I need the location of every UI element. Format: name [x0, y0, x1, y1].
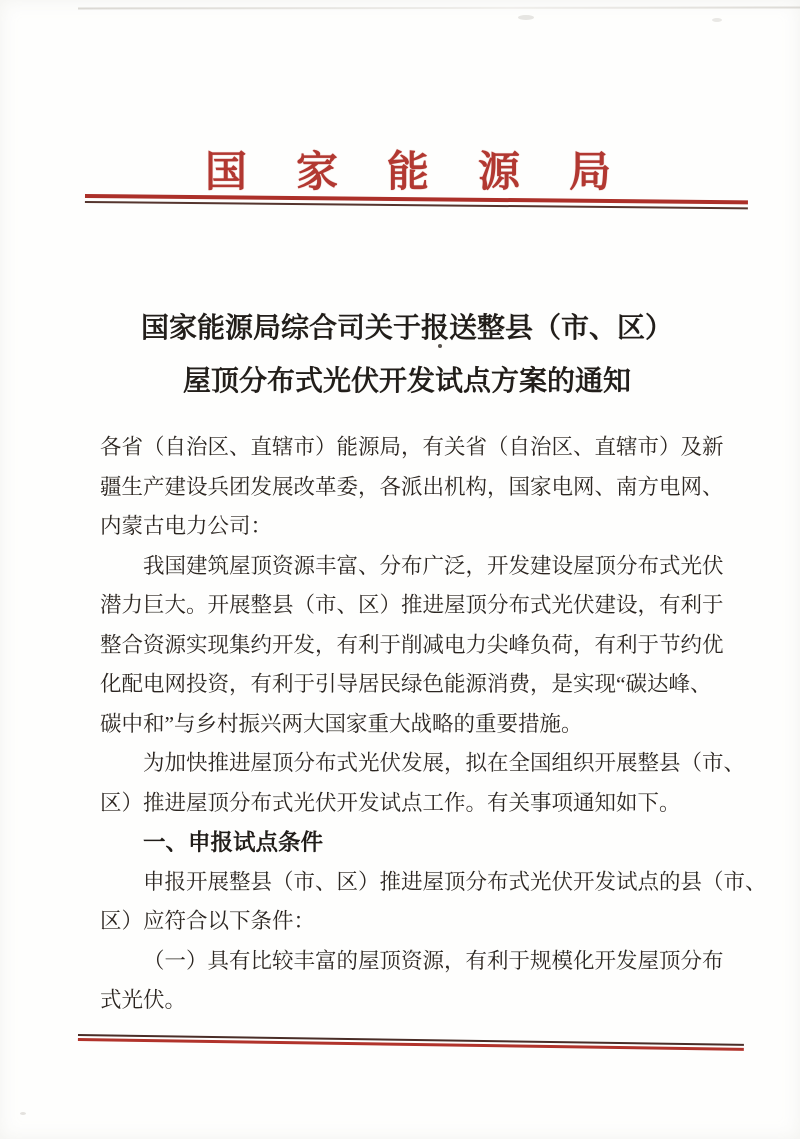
body-line: （一）具有比较丰富的屋顶资源，有利于规模化开发屋顶分布	[143, 948, 724, 973]
body-line: 区）应符合以下条件：	[100, 909, 316, 933]
scan-speck	[20, 1112, 26, 1115]
agency-letterhead: 国家能源局	[205, 150, 661, 196]
body-line: 我国建筑屋顶资源丰富、分布广泛，开发建设屋顶分布式光伏	[143, 553, 724, 578]
body-line: 各省（自治区、直辖市）能源局，有关省（自治区、直辖市）及新	[100, 435, 724, 459]
body-line: 申报开展整县（市、区）推进屋顶分布式光伏开发试点的县（市、	[143, 869, 767, 894]
document-title-line1: 国家能源局综合司关于报送整县（市、区）	[140, 313, 673, 344]
scan-edge-artifact	[78, 6, 800, 9]
body-line: 区）推进屋顶分布式光伏开发试点工作。有关事项通知如下。	[100, 790, 681, 815]
body-line: 内蒙古电力公司：	[100, 514, 273, 538]
body-line: 疆生产建设兵团发展改革委，各派出机构，国家电网、南方电网、	[100, 474, 724, 499]
scan-smudge	[712, 18, 722, 22]
body-line: 整合资源实现集约开发，有利于削减电力尖峰负荷，有利于节约优	[100, 632, 724, 657]
footer-rule	[78, 1034, 744, 1051]
scan-smudge	[518, 15, 534, 20]
body-line: 潜力巨大。开展整县（市、区）推进屋顶分布式光伏建设，有利于	[100, 593, 724, 617]
body-line: 化配电网投资，有利于引导居民绿色能源消费，是实现“碳达峰、	[100, 672, 712, 696]
body-line: 为加快推进屋顶分布式光伏发展，拟在全国组织开展整县（市、	[143, 751, 746, 775]
document-title	[7, 302, 800, 408]
section-heading: 一、申报试点条件	[143, 830, 324, 855]
body-line: 碳中和”与乡村振兴两大国家重大战略的重要措施。	[100, 711, 583, 736]
body-line: 式光伏。	[100, 988, 187, 1012]
document-body	[100, 428, 767, 1021]
document-title-line2: 屋顶分布式光伏开发试点方案的通知	[182, 366, 631, 397]
